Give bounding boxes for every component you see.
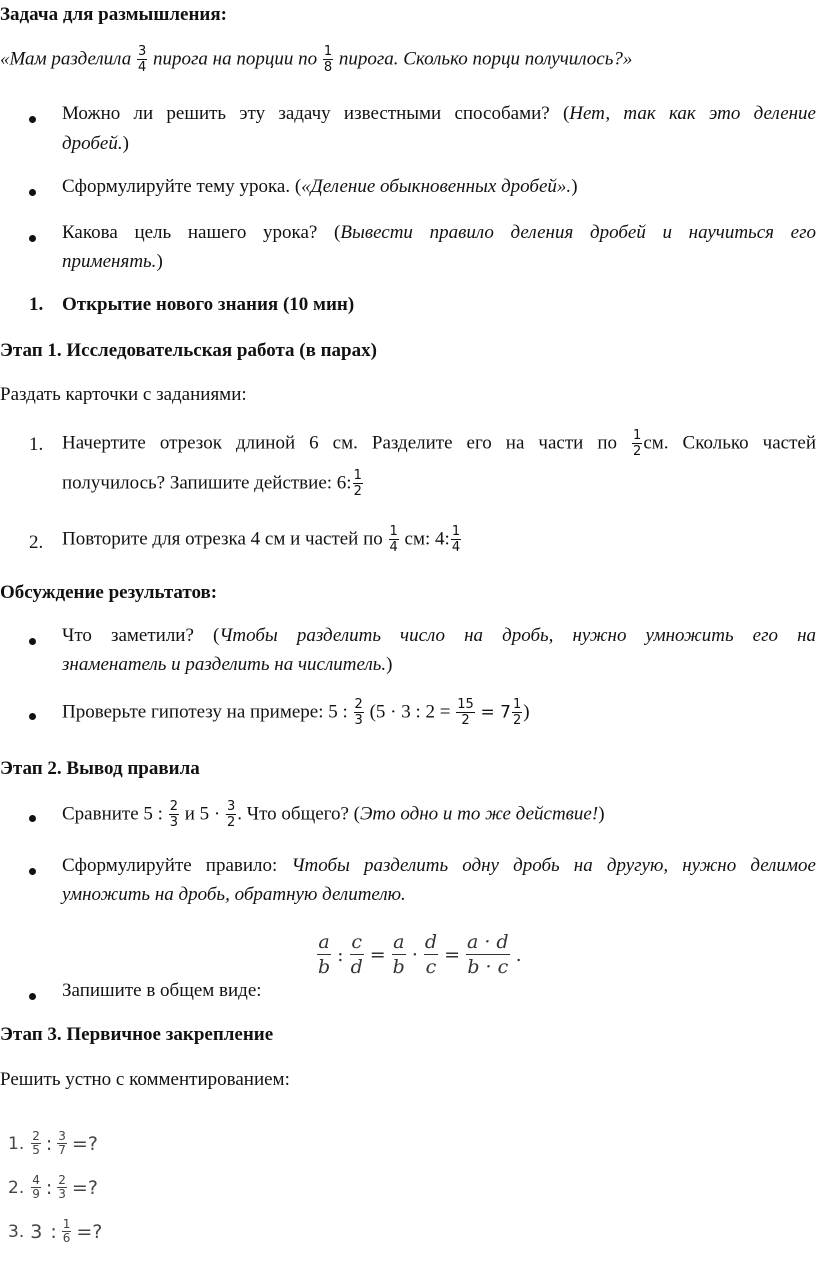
exercise-item: 1. $\frac{2}{5}$ : $\frac{3}{7}$ =? bbox=[8, 1129, 98, 1157]
bullet-text: Сформулируйте тему урока. («Деление обыкновенных дробей».) bbox=[62, 176, 578, 197]
bullet-text: Сформулируйте правило: Чтобы разделить одну дробь на другую, нужно делимое bbox=[62, 855, 816, 876]
fraction: $\frac{3}{2}$ bbox=[226, 799, 236, 830]
fraction: $\frac{1}{2}$ bbox=[633, 428, 642, 459]
discussion-title: Обсуждение результатов: bbox=[0, 582, 218, 603]
bullet-icon bbox=[29, 993, 36, 1000]
bullet-icon bbox=[29, 868, 36, 875]
fraction: $\frac{c}{d}$ bbox=[350, 931, 363, 978]
fraction: $\frac{2}{5}$ bbox=[32, 1129, 40, 1157]
fraction: $\frac{1}{4}$ bbox=[451, 524, 461, 555]
bullet-text: Запишите в общем виде: bbox=[62, 980, 262, 1001]
list-item-cont: получилось? Запишите действие: 6: $\frac{1}{2}$ bbox=[62, 468, 362, 499]
section-number: 1. bbox=[29, 294, 44, 315]
fraction: $\frac{a}{b}$ bbox=[318, 931, 331, 978]
fraction: $\frac{a}{b}$ bbox=[392, 931, 405, 978]
fraction: $\frac{2}{3}$ bbox=[354, 697, 363, 728]
fraction: $\frac{3}{7}$ bbox=[58, 1129, 66, 1157]
list-number: 1. bbox=[29, 434, 44, 455]
stage1-intro: Раздать карточки с заданиями: bbox=[0, 384, 247, 405]
list-number: 2. bbox=[29, 532, 44, 553]
fraction: $\frac{1}{2}$ bbox=[353, 468, 362, 499]
bullet-icon bbox=[29, 116, 36, 123]
stage1-title: Этап 1. Исследовательская работа (в парах) bbox=[0, 340, 377, 361]
bullet-text: Сравните 5 : $\frac{2}{3}$ и 5 · $\frac{3}{2}$ . Что общего? (Это одно и то же действие!) bbox=[62, 799, 605, 830]
bullet-text-cont: применять.) bbox=[62, 251, 163, 272]
bullet-icon bbox=[29, 815, 36, 822]
fraction: $\frac{1}{6}$ bbox=[62, 1217, 71, 1245]
bullet-icon bbox=[29, 713, 36, 720]
bullet-text: Что заметили? (Чтобы разделить число на дробь, нужно умножить его на bbox=[62, 625, 816, 646]
bullet-text-cont: дробей.) bbox=[62, 133, 129, 154]
general-formula: $\frac{a}{b}$ : $\frac{c}{d}$ = $\frac{a}{b}$ · $\frac{d}{c}$ = $\frac{a \cdot d}{b \cdot c}$ . bbox=[318, 931, 522, 978]
fraction: $\frac{2}{3}$ bbox=[169, 799, 178, 830]
bullet-text: Проверьте гипотезу на примере: 5 : $\frac{2}{3}$ (5 · 3 : 2 = $\frac{15}{2}$ = 7 $\frac{1}{2}$ ) bbox=[62, 697, 530, 728]
section-title: Открытие нового знания (10 мин) bbox=[62, 294, 355, 315]
bullet-text: Можно ли решить эту задачу известными способами? (Нет, так как это деление bbox=[62, 103, 816, 124]
list-item: Начертите отрезок длиной 6 см. Разделите его на части по $\frac{1}{2}$ см. Сколько частей bbox=[62, 428, 816, 459]
bullet-icon bbox=[29, 638, 36, 645]
stage3-intro: Решить устно с комментированием: bbox=[0, 1069, 290, 1090]
task-question: «Мам разделила $\frac{3}{4}$ пирога на порции по $\frac{1}{8}$ пирога. Сколько порци получилось?» bbox=[0, 44, 633, 75]
bullet-icon bbox=[29, 235, 36, 242]
fraction: $\frac{3}{4}$ bbox=[137, 44, 147, 75]
exercise-item: 2. $\frac{4}{9}$ : $\frac{2}{3}$ =? bbox=[8, 1173, 98, 1201]
fraction: $\frac{a \cdot d}{b \cdot c}$ bbox=[466, 931, 509, 978]
exercise-item: 3. 3 : $\frac{1}{6}$ =? bbox=[8, 1217, 103, 1245]
stage3-title: Этап 3. Первичное закрепление bbox=[0, 1024, 274, 1045]
stage2-title: Этап 2. Вывод правила bbox=[0, 758, 200, 779]
fraction: $\frac{1}{2}$ bbox=[512, 697, 522, 728]
fraction: $\frac{1}{4}$ bbox=[389, 524, 398, 555]
bullet-icon bbox=[29, 189, 36, 196]
task-heading: Задача для размышления: bbox=[0, 4, 227, 25]
fraction: $\frac{1}{8}$ bbox=[323, 44, 333, 75]
bullet-text-cont: умножить на дробь, обратную делителю. bbox=[62, 884, 406, 905]
fraction: $\frac{4}{9}$ bbox=[32, 1173, 40, 1201]
fraction: $\frac{d}{c}$ bbox=[424, 931, 438, 978]
bullet-text: Какова цель нашего урока? (Вывести правило деления дробей и научиться его bbox=[62, 222, 816, 243]
fraction: $\frac{15}{2}$ bbox=[457, 697, 474, 728]
list-item: Повторите для отрезка 4 см и частей по $\frac{1}{4}$ см: 4: $\frac{1}{4}$ bbox=[62, 524, 461, 555]
bullet-text-cont: знаменатель и разделить на числитель.) bbox=[62, 654, 393, 675]
fraction: $\frac{2}{3}$ bbox=[58, 1173, 66, 1201]
